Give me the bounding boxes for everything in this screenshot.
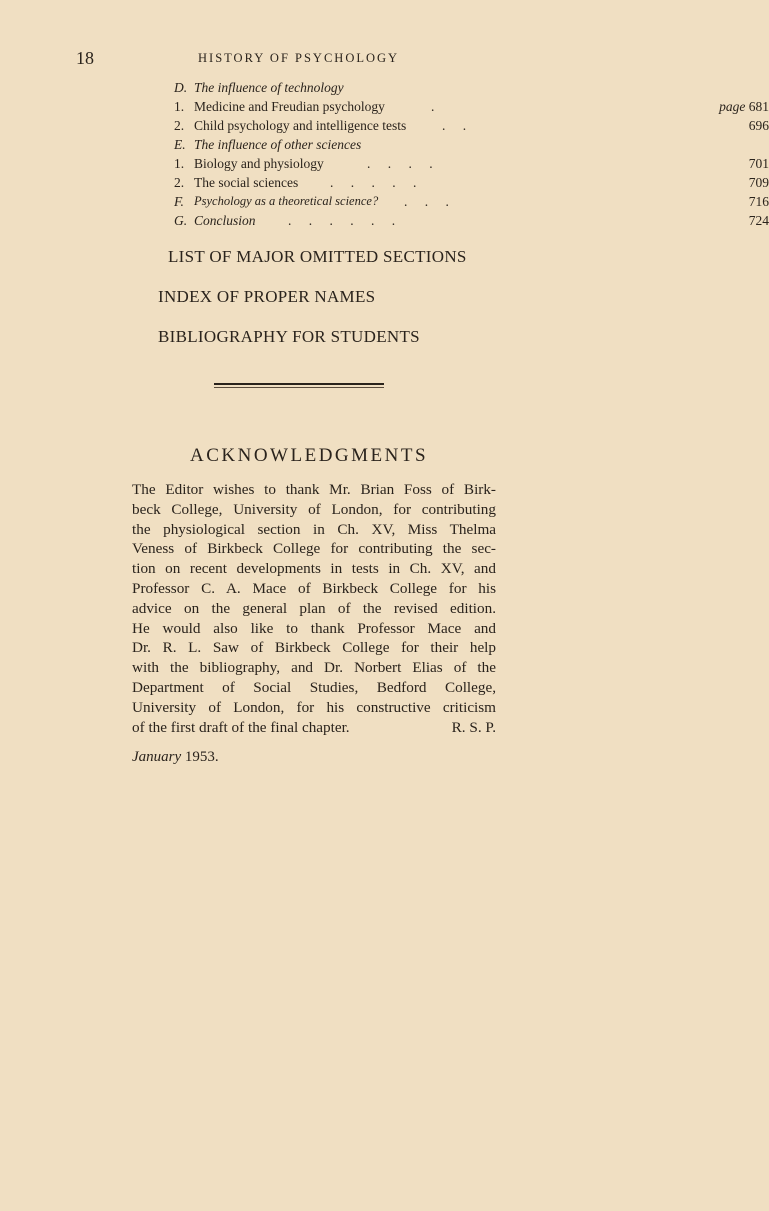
toc-entry: 1. Biology and physiology . . . . 701 <box>174 156 769 171</box>
body-line: Veness of Birkbeck College for contributing the sec- <box>132 540 496 558</box>
page-number: 18 <box>76 48 94 68</box>
toc-entry: 1. Medicine and Freudian psychology . page 681 <box>174 99 769 114</box>
acknowledgments-title: ACKNOWLEDGMENTS <box>190 445 429 466</box>
toc-entry: E. The influence of other sciences <box>174 137 362 152</box>
body-line: University of London, for his constructive criticism <box>132 698 496 716</box>
body-line-last: of the first draft of the final chapter. R. S. P. <box>132 718 496 736</box>
divider-rule <box>214 383 384 385</box>
toc-entry: D. The influence of technology <box>174 80 344 95</box>
toc-entry: 2. The social sciences . . . . . 709 <box>174 175 769 190</box>
section-heading-index: INDEX OF PROPER NAMES <box>158 287 376 306</box>
body-line: beck College, University of London, for contributing <box>132 500 496 518</box>
body-line: He would also like to thank Professor Mace and <box>132 619 496 637</box>
body-line: Dr. R. L. Saw of Birkbeck College for their help <box>132 639 496 657</box>
body-line: The Editor wishes to thank Mr. Brian Foss of Birk- <box>132 481 496 498</box>
signature-initials: R. S. P. <box>451 718 496 736</box>
section-heading-omitted: LIST OF MAJOR OMITTED SECTIONS <box>168 247 467 266</box>
body-line: Department of Social Studies, Bedford College, <box>132 678 496 696</box>
section-heading-bibliography: BIBLIOGRAPHY FOR STUDENTS <box>158 327 420 346</box>
body-line: advice on the general plan of the revised edition. <box>132 599 496 617</box>
divider-rule-thin <box>214 387 384 388</box>
toc-entry: 2. Child psychology and intelligence tests . . 696 <box>174 118 769 133</box>
body-line: tion on recent developments in tests in Ch. XV, and <box>132 560 496 578</box>
date-line: January 1953. <box>132 749 219 765</box>
running-title: HISTORY OF PSYCHOLOGY <box>198 51 400 65</box>
body-line: with the bibliography, and Dr. Norbert Elias of the <box>132 659 496 677</box>
acknowledgments-body <box>132 480 496 737</box>
body-line: Professor C. A. Mace of Birkbeck College for his <box>132 579 496 597</box>
table-of-contents <box>174 78 769 230</box>
toc-entry: G. Conclusion . . . . . . 724 <box>174 213 769 228</box>
body-line: the physiological section in Ch. XV, Miss Thelma <box>132 520 496 538</box>
toc-entry: F. Psychology as a theoretical science? . . . 716 <box>174 194 769 209</box>
